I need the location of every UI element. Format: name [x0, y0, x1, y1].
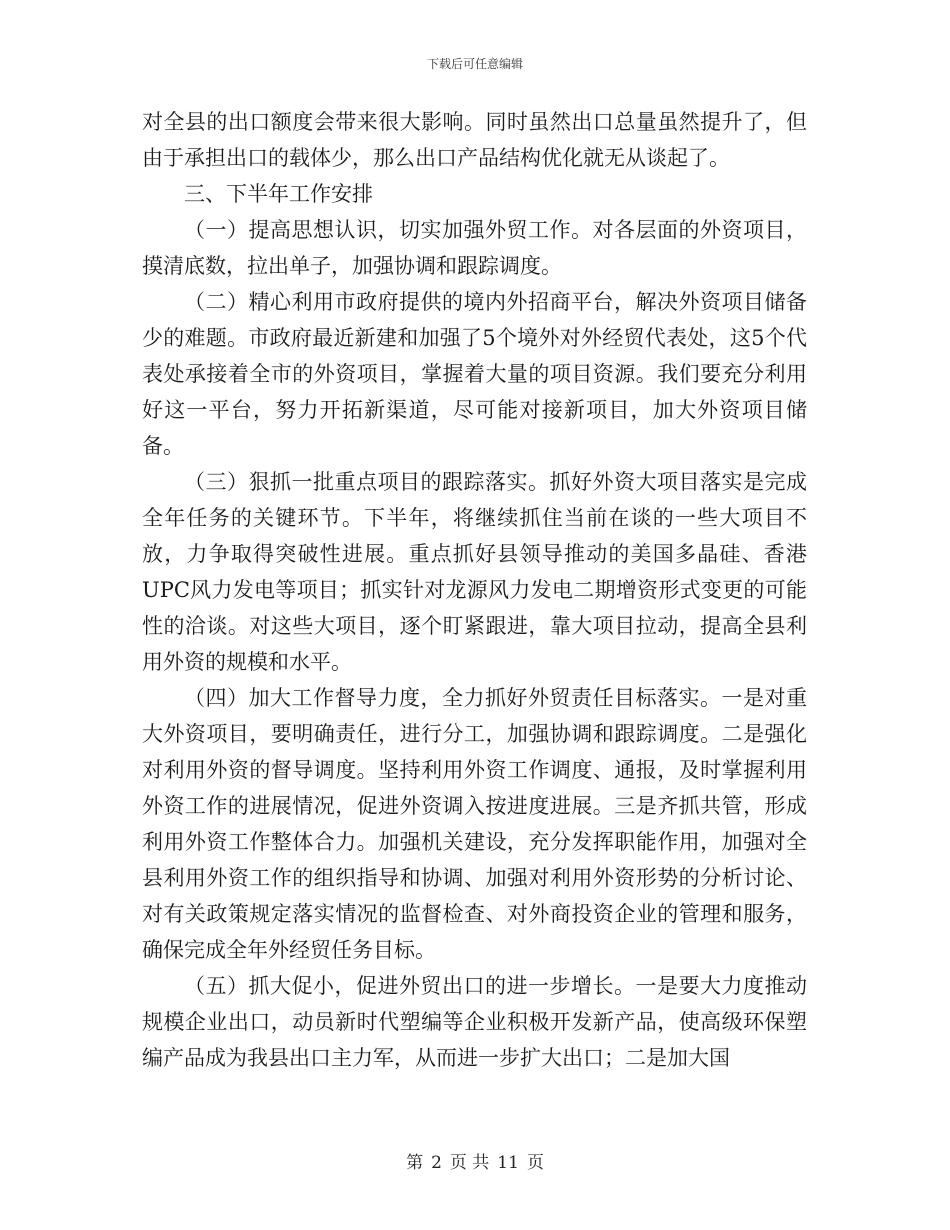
paragraph-continuation: 对全县的出口额度会带来很大影响。同时虽然出口总量虽然提升了，但由于承担出口的载体少，那么出口产品结构优化就无从谈起了。: [142, 110, 807, 170]
footer-middle: 页 共: [449, 1153, 490, 1173]
page-number-total: 11: [497, 1153, 519, 1173]
section-heading: 三、下半年工作安排: [184, 182, 373, 206]
document-body: [142, 104, 807, 1076]
paragraph-item-3: （三）狠抓一批重点项目的跟踪落实。抓好外资大项目落实是完成全年任务的关键环节。下半年，将继续抓住当前在谈的一些大项目不放，力争取得突破性进展。重点抓好县领导推动的美国多晶硅、香港UPC风力发电等项目；抓实针对龙源风力发电二期增资形式变更的可能性的洽谈。对这些大项目，逐个盯紧跟进，靠大项目拉动，提高全县利用外资的规模和水平。: [142, 470, 807, 674]
paragraph-item-2: （二）精心利用市政府提供的境内外招商平台，解决外资项目储备少的难题。市政府最近新建和加强了5个境外对外经贸代表处，这5个代表处承接着全市的外资项目，掌握着大量的项目资源。我们要充分利用好这一平台，努力开拓新渠道，尽可能对接新项目，加大外资项目储备。: [142, 290, 807, 458]
paragraph-item-1: （一）提高思想认识，切实加强外贸工作。对各层面的外资项目，摸清底数，拉出单子，加强协调和跟踪调度。: [142, 218, 807, 278]
paragraph-item-5: （五）抓大促小，促进外贸出口的进一步增长。一是要大力度推动规模企业出口，动员新时代塑编等企业积极开发新产品，使高级环保塑编产品成为我县出口主力军，从而进一步扩大出口；二是加大国: [142, 974, 807, 1070]
page-footer: [0, 1148, 950, 1173]
page-number-current: 2: [431, 1153, 442, 1173]
page-header: 下载后可任意编辑: [426, 57, 523, 71]
footer-suffix: 页: [526, 1153, 544, 1173]
footer-prefix: 第: [406, 1153, 424, 1173]
paragraph-item-4: （四）加大工作督导力度，全力抓好外贸责任目标落实。一是对重大外资项目，要明确责任，进行分工，加强协调和跟踪调度。二是强化对利用外资的督导调度。坚持利用外资工作调度、通报，及时掌握利用外资工作的进展情况，促进外资调入按进度进展。三是齐抓共管，形成利用外资工作整体合力。加强机关建设，充分发挥职能作用，加强对全县利用外资工作的组织指导和协调、加强对利用外资形势的分析讨论、对有关政策规定落实情况的监督检查、对外商投资企业的管理和服务，确保完成全年外经贸任务目标。: [142, 686, 807, 962]
